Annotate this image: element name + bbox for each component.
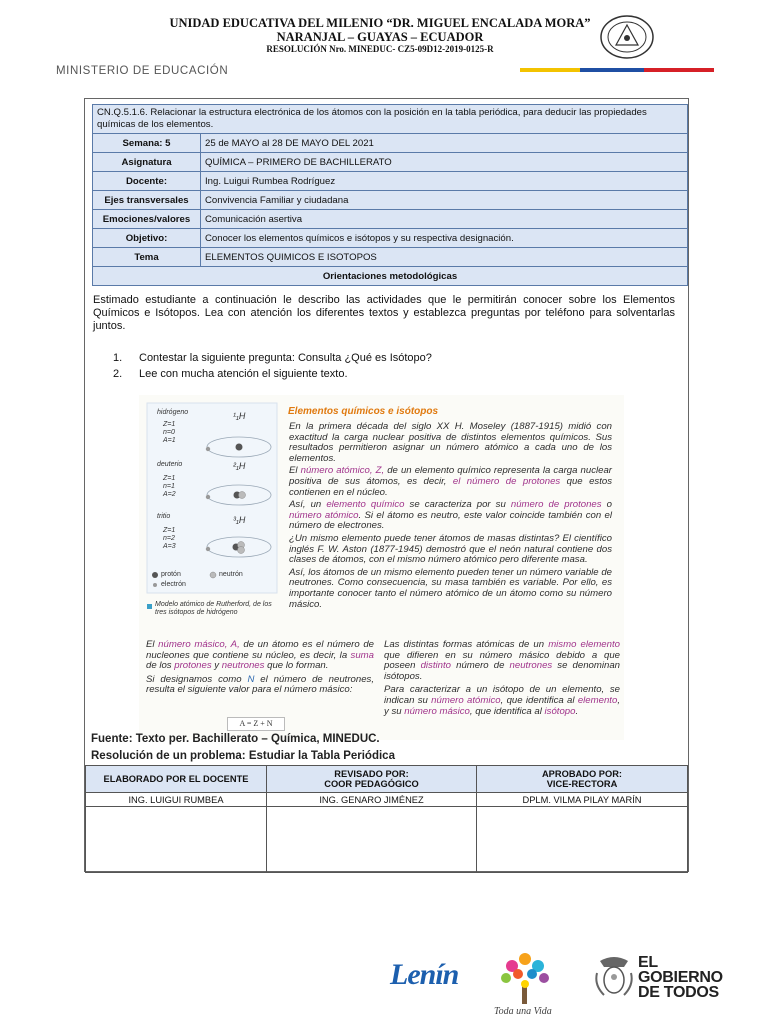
row-value: Comunicación asertiva xyxy=(201,210,688,229)
col-header-revisado: REVISADO POR: COOR PEDAGÓGICO xyxy=(267,766,477,793)
row-value: ELEMENTOS QUIMICOS E ISOTOPOS xyxy=(201,248,688,267)
table-row xyxy=(93,229,688,248)
excerpt-main-text: En la primera década del siglo XX H. Moseley (1887-1915) midió con exactitud la carga nuclear positiva de distintos elementos químicos. Sus resultados permitieron asignar un número atómico a cada uno de los elementos. El número atómico, Z, de un elemento químico representa la carga nuclear positiva de sus átomos, es decir, el número de protones que estos contienen en el núcleo. Así, un elemento químico se caracteriza por su número de protones o número atómico. Si el átomo es neutro, este valor coincide también con el número de electrones. ¿Un mismo elemento puede tener átomos de masas distintas? El científico inglés F. W. Aston (1877-1945) demostró que el neón natural contiene dos clases de átomos, con el mismo número atómico pero diferente masa. Así, los átomos de un mismo elemento pueden tener un número variable de neutrones. Como consecuencia, su masa también es variable. Por ello, es importante conocer tanto el número atómico de un átomo como su número másico. xyxy=(289,421,612,610)
school-location: NARANJAL – GUAYAS – ECUADOR xyxy=(276,30,484,44)
lenin-logo: Lenín xyxy=(390,958,459,991)
toda-una-vida-logo: Toda una Vida xyxy=(494,1006,552,1017)
list-item xyxy=(113,350,432,366)
hydrogen-label: hidrógeno xyxy=(157,409,189,416)
school-resolution: RESOLUCIÓN Nro. MINEDUC- CZ5-09D12-2019-0125-R xyxy=(266,44,494,54)
school-name: UNIDAD EDUCATIVA DEL MILENIO “DR. MIGUEL ENCALADA MORA” xyxy=(169,16,591,30)
list-number: 1. xyxy=(113,352,123,364)
signature-box xyxy=(267,807,477,873)
activity-list xyxy=(113,350,432,382)
signature-box xyxy=(477,807,688,873)
tritium-label: tritio xyxy=(157,513,171,520)
row-label: Docente: xyxy=(93,172,201,191)
row-label: Ejes transversales xyxy=(93,191,201,210)
table-row xyxy=(86,793,688,807)
neutron-legend-icon xyxy=(210,572,216,578)
textbook-excerpt xyxy=(139,395,624,740)
signature-table xyxy=(85,765,688,873)
competency-text: CN.Q.5.1.6. Relacionar la estructura electrónica de los átomos con la posición en la tabla periódica, para deducir las propiedades químicas de los elementos. xyxy=(93,105,688,134)
row-value: 25 de MAYO al 28 DE MAYO DEL 2021 xyxy=(201,134,688,153)
mass-number-formula: A = Z + N xyxy=(227,717,285,731)
problem-line: Resolución de un problema: Estudiar la Tabla Periódica xyxy=(91,750,395,762)
excerpt-column-right: Las distintas formas atómicas de un mismo elemento que difieren en su número másico debido a que poseen distinto número de neutrones se denominan isótopos. Para caracterizar a un isótopo de un elemento, se indican su número atómico, que identifica al elemento, y su número másico, que identifica al isótopo. xyxy=(384,639,621,717)
proton-legend: protón xyxy=(161,571,181,578)
row-value: Ing. Luigui Rumbea Rodríguez xyxy=(201,172,688,191)
intro-paragraph: Estimado estudiante a continuación le describo las actividades que le permitirán conocer sobre los Elementos Químicos e Isótopos. Lea con atención los diferentes textos y establezca preguntas por teléfono para solventarlas juntos. xyxy=(93,294,675,332)
table-row xyxy=(93,134,688,153)
table-row xyxy=(86,807,688,873)
deuterium-params: Z=1 n=1 A=2 xyxy=(163,475,176,498)
col-header-elaborado: ELABORADO POR EL DOCENTE xyxy=(86,766,267,793)
tritium-symbol: ³₁H xyxy=(233,515,246,525)
table-row xyxy=(93,210,688,229)
lesson-info-table xyxy=(92,104,688,286)
neutron-legend: neutrón xyxy=(219,571,243,578)
signer-name: DPLM. VILMA PILAY MARÍN xyxy=(477,793,688,807)
signer-name: ING. GENARO JIMÉNEZ xyxy=(267,793,477,807)
list-text: Lee con mucha atención el siguiente texto. xyxy=(139,368,348,380)
source-line: Fuente: Texto per. Bachillerato – Química, MINEDUC. xyxy=(91,733,380,745)
list-item xyxy=(113,366,432,382)
proton-legend-icon xyxy=(152,572,158,578)
deuterium-symbol: ²₁H xyxy=(233,461,246,471)
gobierno-de-todos-logo: EL GOBIERNO DE TODOS xyxy=(638,954,723,1001)
list-number: 2. xyxy=(113,368,123,380)
row-value: QUÍMICA – PRIMERO DE BACHILLERATO xyxy=(201,153,688,172)
col-header-aprobado: APROBADO POR: VICE-RECTORA xyxy=(477,766,688,793)
row-label: Objetivo: xyxy=(93,229,201,248)
table-row xyxy=(93,248,688,267)
row-label: Semana: 5 xyxy=(93,134,201,153)
table-row xyxy=(93,172,688,191)
section-heading: Orientaciones metodológicas xyxy=(93,267,688,286)
table-row xyxy=(93,153,688,172)
row-label: Asignatura xyxy=(93,153,201,172)
caption-marker-icon xyxy=(147,604,152,609)
row-label: Emociones/valores xyxy=(93,210,201,229)
excerpt-column-left: El número másico, A, de un átomo es el número de nucleones que contiene su núcleo, es decir, la suma de los protones y neutrones que lo forman. Si designamos como N el número de neutrones, resulta el siguiente valor para el número másico: xyxy=(146,639,374,696)
ministry-logo: MINISTERIO DE EDUCACIÓN xyxy=(56,65,229,77)
electron-legend: electrón xyxy=(161,581,186,588)
hydrogen-params: Z=1 n=0 A=1 xyxy=(163,421,176,444)
row-value: Conocer los elementos químicos e isótopos y su respectiva designación. xyxy=(201,229,688,248)
excerpt-title: Elementos químicos e isótopos xyxy=(288,406,439,417)
tritium-params: Z=1 n=2 A=3 xyxy=(163,527,176,550)
electron-legend-icon xyxy=(153,583,157,587)
signature-box xyxy=(86,807,267,873)
row-value: Convivencia Familiar y ciudadana xyxy=(201,191,688,210)
table-row xyxy=(93,191,688,210)
ecuador-coat-of-arms-icon xyxy=(594,953,634,999)
list-text: Contestar la siguiente pregunta: Consulta ¿Qué es Isótopo? xyxy=(139,352,432,364)
school-seal-icon xyxy=(598,14,656,60)
deuterium-label: deuterio xyxy=(157,461,183,468)
figure-caption: Modelo atómico de Rutherford, de los tres isótopos de hidrógeno xyxy=(155,601,272,616)
row-label: Tema xyxy=(93,248,201,267)
ecuador-color-bar xyxy=(520,68,714,72)
signer-name: ING. LUIGUI RUMBEA xyxy=(86,793,267,807)
hydrogen-symbol: ¹₁H xyxy=(233,411,246,421)
